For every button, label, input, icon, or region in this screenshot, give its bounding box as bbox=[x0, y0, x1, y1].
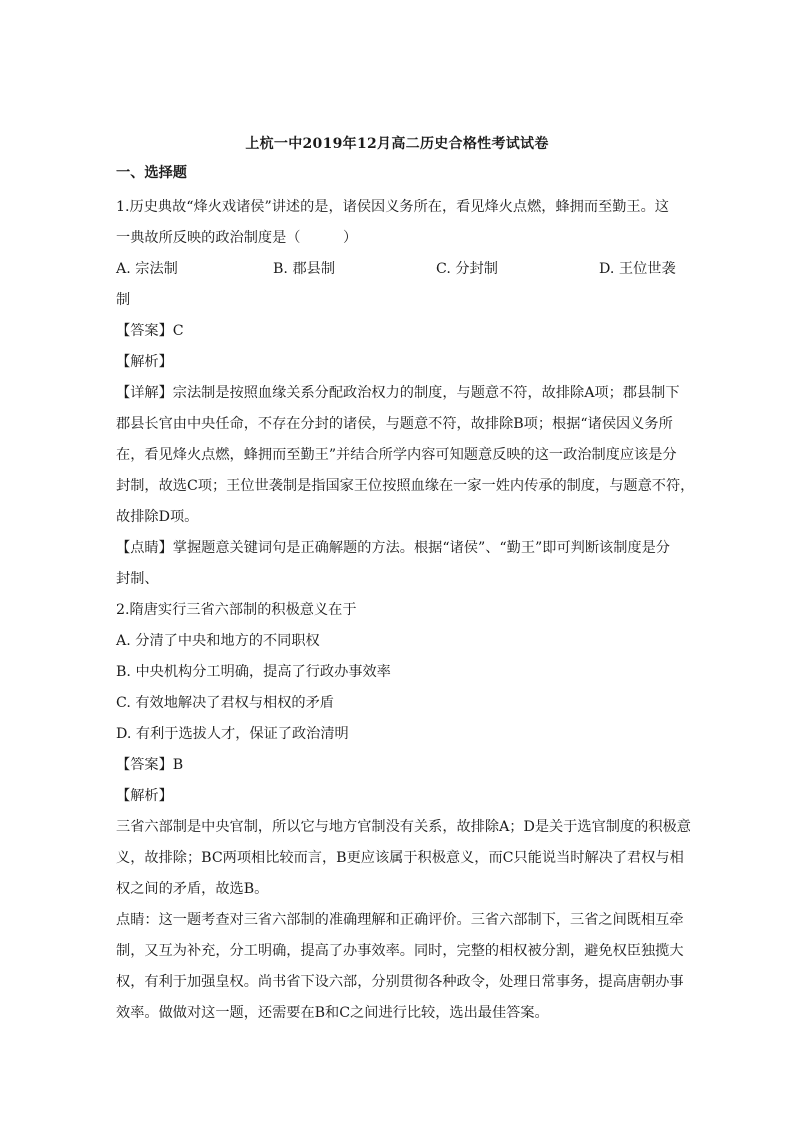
q1-tip-line-2: 封制、 bbox=[116, 571, 159, 587]
q1-option-d-cont: 制 bbox=[116, 292, 131, 308]
q2-analysis-label: 【解析】 bbox=[116, 788, 173, 804]
q2-option-b: B. 中央机构分工明确，提高了行政办事效率 bbox=[116, 664, 391, 680]
q2-tip-line-2: 制，又互为补充，分工明确，提高了办事效率。同时，完整的相权被分割，避免权臣独揽大 bbox=[116, 943, 684, 959]
q1-detail-line-2: 郡县长官由中央任命，不存在分封的诸侯，与题意不符，故排除B项；根据“诸侯因义务所 bbox=[116, 416, 673, 432]
q1-option-a: A. 宗法制 bbox=[116, 261, 178, 277]
q1-stem-line-2: 一典故所反映的政治制度是（ ） bbox=[116, 230, 358, 246]
q1-option-d: D. 王位世袭 bbox=[599, 261, 676, 277]
q2-stem: 2.隋唐实行三省六部制的积极意义在于 bbox=[116, 602, 357, 618]
q1-stem-line-1: 1.历史典故“烽火戏诸侯”讲述的是，诸侯因义务所在，看见烽火点燃，蜂拥而至勤王。这 bbox=[116, 199, 669, 215]
section-heading: 一、选择题 bbox=[116, 165, 187, 181]
q1-detail-line-1: 【详解】宗法制是按照血缘关系分配政治权力的制度，与题意不符，故排除A项；郡县制下 bbox=[116, 385, 680, 401]
q2-analysis-line-3: 权之间的矛盾，故选B。 bbox=[116, 881, 269, 897]
q1-detail-line-3: 在，看见烽火点燃，蜂拥而至勤王”并结合所学内容可知题意反映的这一政治制度应该是分 bbox=[116, 447, 677, 463]
q1-detail-line-4: 封制，故选C项；王位世袭制是指国家王位按照血缘在一家一姓内传承的制度，与题意不符， bbox=[116, 478, 695, 494]
q2-option-d: D. 有利于选拔人才，保证了政治清明 bbox=[116, 726, 349, 742]
q2-analysis-line-1: 三省六部制是中央官制，所以它与地方官制没有关系，故排除A；D是关于选官制度的积极意 bbox=[116, 819, 691, 835]
q1-option-b: B. 郡县制 bbox=[273, 261, 336, 277]
page-title: 上杭一中2019年12月高二历史合格性考试试卷 bbox=[245, 136, 549, 152]
q1-answer: 【答案】C bbox=[116, 323, 184, 339]
q1-option-c: C. 分封制 bbox=[436, 261, 498, 277]
q2-analysis-line-2: 义，故排除；BC两项相比较而言，B更应该属于积极意义，而C只能说当时解决了君权与相 bbox=[116, 850, 684, 866]
q2-answer: 【答案】B bbox=[116, 757, 184, 773]
q2-option-c: C. 有效地解决了君权与相权的矛盾 bbox=[116, 695, 334, 711]
q1-tip-line-1: 【点睛】掌握题意关键词句是正确解题的方法。根据“诸侯”、“勤王”即可判断该制度是分 bbox=[116, 540, 670, 556]
q2-tip-line-4: 效率。做做对这一题，还需要在B和C之间进行比较，选出最佳答案。 bbox=[116, 1005, 549, 1021]
q1-analysis-label: 【解析】 bbox=[116, 354, 173, 370]
q2-option-a: A. 分清了中央和地方的不同职权 bbox=[116, 633, 320, 649]
q1-detail-line-5: 故排除D项。 bbox=[116, 509, 199, 525]
q2-tip-line-1: 点睛：这一题考查对三省六部制的准确理解和正确评价。三省六部制下，三省之间既相互牵 bbox=[116, 912, 684, 928]
q2-tip-line-3: 权，有利于加强皇权。尚书省下设六部，分别贯彻各种政令，处理日常事务，提高唐朝办事 bbox=[116, 974, 684, 990]
